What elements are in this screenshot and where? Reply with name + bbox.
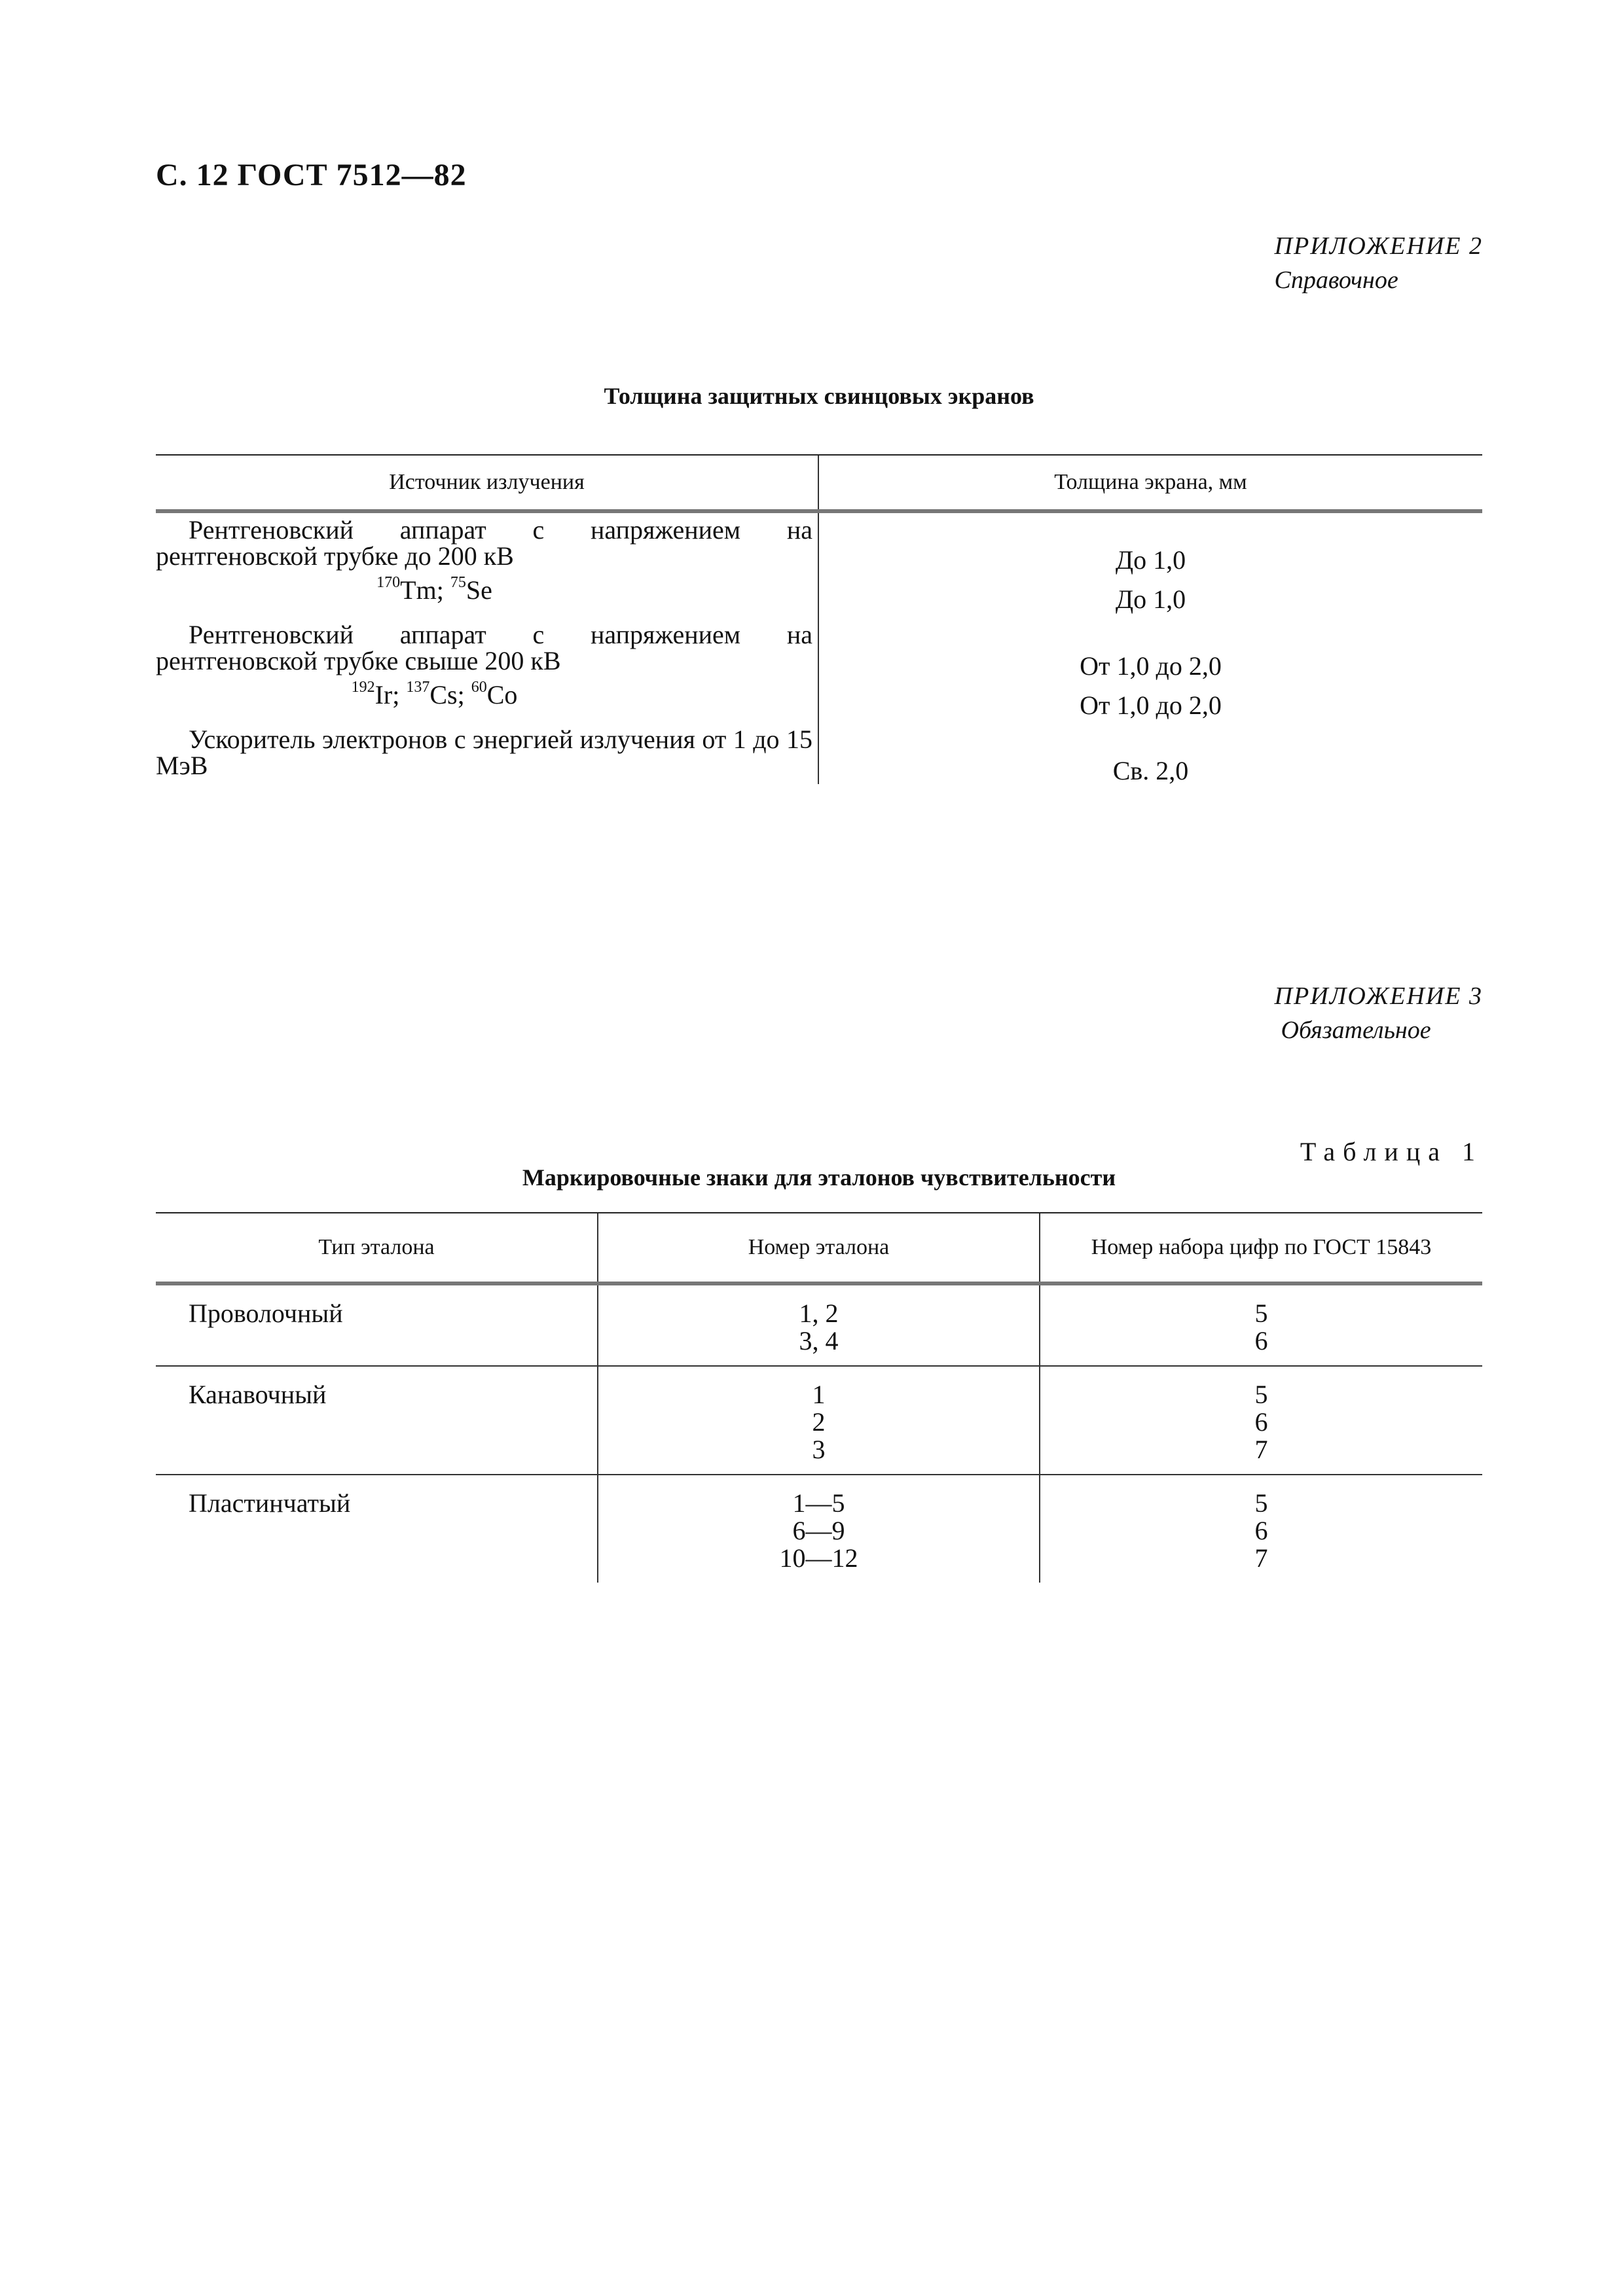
digit-set-value: 7 [1254, 1543, 1268, 1573]
digit-set-cell [1040, 1367, 1482, 1474]
header-source: Источник излучения [156, 456, 819, 509]
header-digit-set: Номер набора цифр по ГОСТ 15843 [1091, 1235, 1432, 1259]
digit-set-value: 5 [1254, 1488, 1268, 1518]
digit-set-value: 6 [1254, 1407, 1268, 1437]
source-cell-isotopes [156, 574, 818, 605]
appendix-2-heading [1275, 229, 1483, 297]
digit-set-cell [1040, 1475, 1482, 1583]
table-number-label: Таблица 1 [1300, 1137, 1483, 1166]
digit-set-value: 7 [1254, 1435, 1268, 1464]
digit-set-value: 5 [1254, 1380, 1268, 1409]
header-type: Тип эталона [156, 1213, 598, 1282]
source-cell: Рентгеновский аппарат с напряжением на рентгеновской трубке до 200 кВ [156, 515, 812, 571]
shield-thickness-table [156, 454, 1482, 784]
isotope-mass: 75 [450, 574, 466, 591]
thickness-cell: До 1,0 [1115, 584, 1186, 614]
table-row [156, 1367, 1482, 1475]
appendix-3-heading [1275, 979, 1483, 1047]
header-thickness: Толщина экрана, мм [1054, 470, 1247, 494]
isotope-mass: 192 [351, 679, 375, 696]
digit-set-value: 6 [1254, 1326, 1268, 1355]
digit-set-value: 6 [1254, 1516, 1268, 1545]
page-header: С. 12 ГОСТ 7512—82 [156, 158, 467, 192]
source-column [156, 513, 819, 784]
appendix-3-status: Обязательное [1281, 1016, 1431, 1044]
table-2-title: Маркировочные знаки для эталонов чувствительности [522, 1164, 1116, 1191]
header-number: Номер эталона [598, 1213, 1040, 1282]
isotope-element: Ir; [374, 680, 407, 709]
table-row [156, 1475, 1482, 1583]
table-header [156, 456, 1482, 513]
number-cell [598, 1285, 1040, 1365]
number-value: 6—9 [792, 1516, 845, 1545]
number-value: 3 [812, 1435, 826, 1464]
source-cell-isotopes [156, 679, 818, 709]
source-cell: Рентгеновский аппарат с напряжением на рентгеновской трубке свыше 200 кВ [156, 620, 812, 675]
table-header [156, 1213, 1482, 1285]
thickness-cell: От 1,0 до 2,0 [1080, 651, 1222, 681]
number-value: 1 [812, 1380, 826, 1409]
type-cell: Канавочный [156, 1367, 598, 1474]
number-value: 1, 2 [799, 1299, 839, 1328]
type-cell: Пластинчатый [156, 1475, 598, 1583]
isotope-mass: 60 [471, 679, 487, 696]
isotope-element: Cs; [429, 680, 471, 709]
number-value: 1—5 [792, 1488, 845, 1518]
number-value: 3, 4 [799, 1326, 839, 1355]
appendix-2-title: ПРИЛОЖЕНИЕ 2 [1274, 232, 1483, 260]
marking-signs-table [156, 1212, 1482, 1583]
table-row [156, 1285, 1482, 1367]
table-1-title: Толщина защитных свинцовых экранов [604, 383, 1034, 409]
thickness-column [819, 513, 1482, 784]
number-cell [598, 1475, 1040, 1583]
number-value: 2 [812, 1407, 826, 1437]
number-cell [598, 1367, 1040, 1474]
thickness-cell: Св. 2,0 [1112, 756, 1189, 785]
thickness-cell: От 1,0 до 2,0 [1080, 691, 1222, 720]
digit-set-cell [1040, 1285, 1482, 1365]
number-value: 10—12 [779, 1543, 858, 1573]
source-cell: Ускоритель электронов с энергией излучения от 1 до 15 МэВ [156, 725, 812, 780]
isotope-element: Tm; [400, 575, 450, 605]
appendix-3-title: ПРИЛОЖЕНИЕ 3 [1274, 982, 1483, 1010]
table-body [156, 513, 1482, 784]
appendix-2-status: Справочное [1274, 266, 1398, 294]
thickness-cell: До 1,0 [1115, 545, 1186, 575]
digit-set-value: 5 [1254, 1299, 1268, 1328]
isotope-mass: 170 [376, 574, 401, 591]
isotope-element: Se [465, 575, 492, 605]
isotope-mass: 137 [406, 679, 430, 696]
type-cell: Проволочный [156, 1285, 598, 1365]
isotope-element: Co [486, 680, 518, 709]
